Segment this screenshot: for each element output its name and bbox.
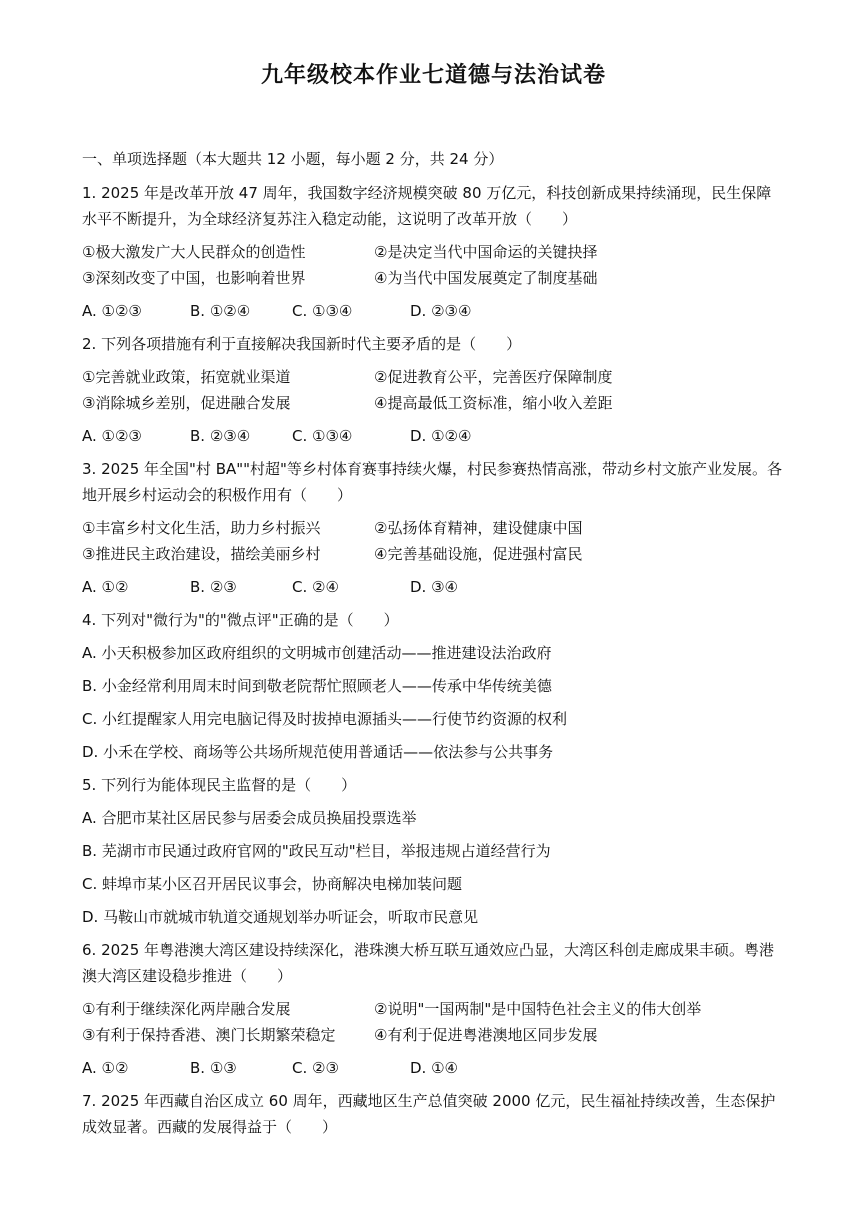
statement-grid	[82, 996, 782, 1048]
statement-grid	[82, 239, 782, 291]
question-3	[82, 456, 782, 600]
statement: ③有利于保持香港、澳门长期繁荣稳定	[82, 1026, 336, 1044]
answer-option: A. ①②	[82, 1059, 129, 1077]
answer-option: C. ②④	[292, 578, 339, 596]
question-list	[82, 180, 782, 1147]
statement: ①极大激发广大人民群众的创造性	[82, 243, 306, 261]
question-stem: 5. 下列行为能体现民主监督的是（ ）	[82, 776, 357, 794]
question-6	[82, 937, 782, 1081]
page-title: 九年级校本作业七道德与法治试卷	[260, 63, 606, 88]
answer-options	[82, 423, 782, 449]
statement: ②弘扬体育精神，建设健康中国	[374, 519, 583, 537]
answer-option: B. ②③④	[190, 427, 251, 445]
answer-option: C. ②③	[292, 1059, 339, 1077]
answer-option: A. ①②③	[82, 427, 142, 445]
statement: ①有利于继续深化两岸融合发展	[82, 1000, 291, 1018]
statement: ③深刻改变了中国，也影响着世界	[82, 269, 306, 287]
answer-option: A. ①②	[82, 578, 129, 596]
statement: ④为当代中国发展奠定了制度基础	[374, 269, 598, 287]
answer-options	[82, 574, 782, 600]
statement: ②说明"一国两制"是中国特色社会主义的伟大创举	[374, 1000, 702, 1018]
question-stem: 3. 2025 年全国"村 BA""村超"等乡村体育赛事持续火爆，村民参赛热情高涨，带动乡村文旅产业发展。各地开展乡村运动会的积极作用有（ ）	[82, 460, 782, 504]
question-1	[82, 180, 782, 324]
choice: B. 芜湖市市民通过政府官网的"政民互动"栏目，举报违规占道经营行为	[82, 842, 551, 860]
answer-option: A. ①②③	[82, 302, 142, 320]
statement: ①完善就业政策，拓宽就业渠道	[82, 368, 291, 386]
answer-option: D. ①②④	[410, 427, 472, 445]
statement: ②促进教育公平，完善医疗保障制度	[374, 368, 613, 386]
question-stem: 6. 2025 年粤港澳大湾区建设持续深化，港珠澳大桥互联互通效应凸显，大湾区科创走廊成果丰硕。粤港澳大湾区建设稳步推进（ ）	[82, 941, 775, 985]
question-2	[82, 331, 782, 449]
statement: ④完善基础设施，促进强村富民	[374, 545, 583, 563]
answer-option: B. ②③	[190, 578, 237, 596]
choice: A. 小天积极参加区政府组织的文明城市创建活动——推进建设法治政府	[82, 644, 552, 662]
choice: A. 合肥市某社区居民参与居委会成员换届投票选举	[82, 809, 417, 827]
statement-grid	[82, 364, 782, 416]
question-stem: 4. 下列对"微行为"的"微点评"正确的是（ ）	[82, 611, 399, 629]
question-5	[82, 772, 782, 930]
section-heading: 一、单项选择题（本大题共 12 小题，每小题 2 分，共 24 分）	[82, 150, 504, 168]
answer-option: B. ①③	[190, 1059, 237, 1077]
statement: ③消除城乡差别，促进融合发展	[82, 394, 291, 412]
statement: ②是决定当代中国命运的关键抉择	[374, 243, 598, 261]
answer-option: B. ①②④	[190, 302, 251, 320]
question-stem: 1. 2025 年是改革开放 47 周年，我国数字经济规模突破 80 万亿元，科技创新成果持续涌现，民生保障水平不断提升，为全球经济复苏注入稳定动能，这说明了改革开放（ ）	[82, 184, 772, 228]
statement: ④有利于促进粤港澳地区同步发展	[374, 1026, 598, 1044]
answer-options	[82, 1055, 782, 1081]
answer-option: C. ①③④	[292, 302, 353, 320]
choice: C. 蚌埠市某小区召开居民议事会，协商解决电梯加装问题	[82, 875, 463, 893]
answer-option: D. ①④	[410, 1059, 458, 1077]
statement: ①丰富乡村文化生活，助力乡村振兴	[82, 519, 321, 537]
answer-option: D. ②③④	[410, 302, 472, 320]
answer-option: D. ③④	[410, 578, 458, 596]
question-7	[82, 1088, 782, 1140]
choice: D. 小禾在学校、商场等公共场所规范使用普通话——依法参与公共事务	[82, 743, 554, 761]
statement: ④提高最低工资标准，缩小收入差距	[374, 394, 613, 412]
choice: B. 小金经常利用周末时间到敬老院帮忙照顾老人——传承中华传统美德	[82, 677, 552, 695]
answer-option: C. ①③④	[292, 427, 353, 445]
choice: C. 小红提醒家人用完电脑记得及时拔掉电源插头——行使节约资源的权利	[82, 710, 568, 728]
statement-grid	[82, 515, 782, 567]
choice: D. 马鞍山市就城市轨道交通规划举办听证会，听取市民意见	[82, 908, 479, 926]
question-stem: 7. 2025 年西藏自治区成立 60 周年，西藏地区生产总值突破 2000 亿元，民生福祉持续改善，生态保护成效显著。西藏的发展得益于（ ）	[82, 1092, 776, 1136]
question-stem: 2. 下列各项措施有利于直接解决我国新时代主要矛盾的是（ ）	[82, 335, 522, 353]
question-4	[82, 607, 782, 765]
answer-options	[82, 298, 782, 324]
statement: ③推进民主政治建设，描绘美丽乡村	[82, 545, 321, 563]
